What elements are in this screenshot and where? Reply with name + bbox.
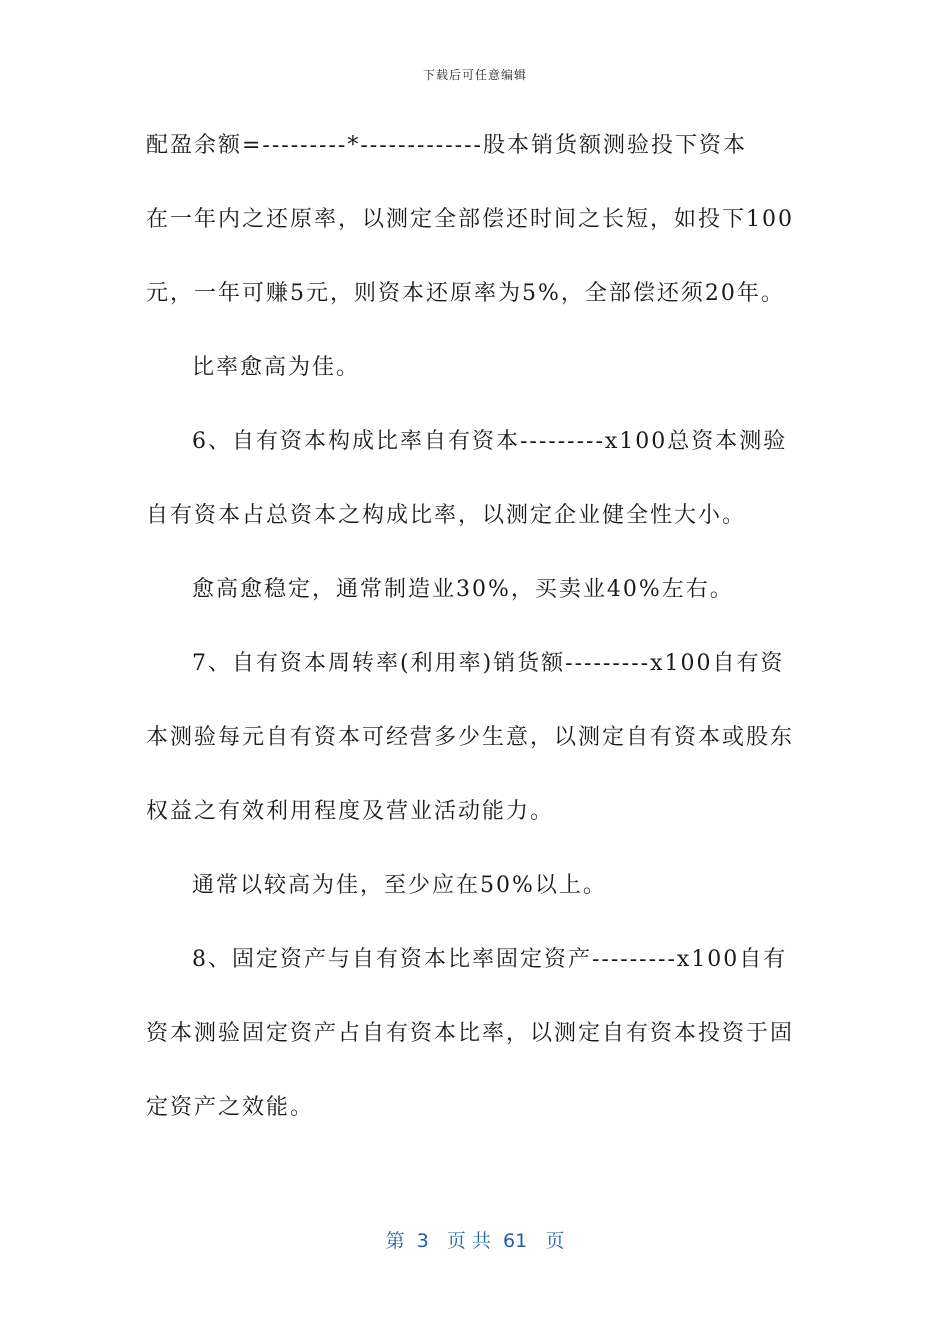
- text-line-5: 6、自有资本构成比率自有资本---------x100总资本测验: [192, 429, 788, 454]
- text-line-4: 比率愈高为佳。: [192, 355, 361, 380]
- text-line-14: 定资产之效能。: [146, 1095, 315, 1120]
- text-line-7: 愈高愈稳定，通常制造业30%，买卖业40%左右。: [192, 577, 734, 602]
- text-line-11: 通常以较高为佳，至少应在50%以上。: [192, 873, 607, 898]
- text-line-12: 8、固定资产与自有资本比率固定资产---------x100自有: [192, 947, 788, 972]
- text-line-8: 7、自有资本周转率(利用率)销货额---------x100自有资: [192, 651, 785, 676]
- text-line-2: 在一年内之还原率，以测定全部偿还时间之长短，如投下100: [146, 207, 794, 232]
- text-line-1: 配盈余额=---------*-------------股本销货额测验投下资本: [146, 133, 747, 158]
- document-body: [146, 126, 806, 1162]
- text-line-10: 权益之有效利用程度及营业活动能力。: [146, 799, 555, 824]
- page-footer: 第 3 页 共 61 页: [385, 1230, 565, 1252]
- text-line-3: 元，一年可赚5元，则资本还原率为5%，全部偿还须20年。: [146, 281, 785, 306]
- text-line-13: 资本测验固定资产占自有资本比率，以测定自有资本投资于固: [146, 1021, 795, 1046]
- text-line-9: 本测验每元自有资本可经营多少生意，以测定自有资本或股东: [146, 725, 795, 750]
- text-line-6: 自有资本占总资本之构成比率，以测定企业健全性大小。: [146, 503, 747, 528]
- page-header: 下载后可任意编辑: [422, 68, 527, 82]
